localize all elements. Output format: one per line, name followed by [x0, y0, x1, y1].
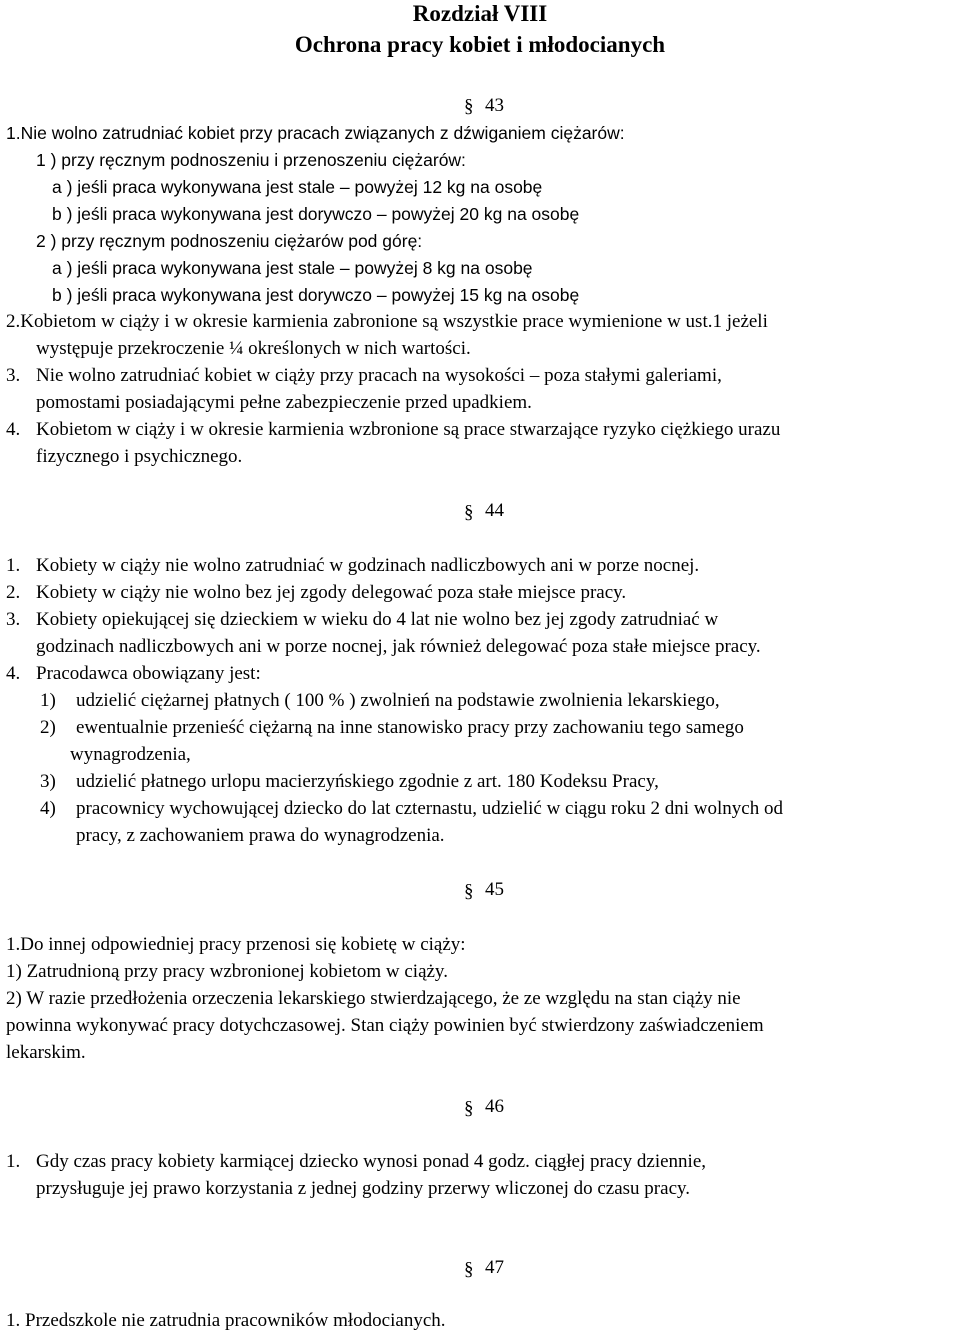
- paragraph-line: wynagrodzenia,: [70, 744, 191, 765]
- section-number-45: 45: [485, 879, 504, 900]
- list-number: 1.: [6, 1151, 21, 1172]
- paragraph-line: przysługuje jej prawo korzystania z jednej godziny przerwy wliczonej do czasu pracy.: [36, 1178, 691, 1199]
- paragraph-line: pracownicy wychowującej dziecko do lat czternastu, udzielić w ciągu roku 2 dni wolnych od: [76, 798, 783, 819]
- section-number-46: 46: [485, 1096, 504, 1117]
- paragraph-line: Kobiety w ciąży nie wolno bez jej zgody delegować poza stałe miejsce pracy.: [36, 582, 627, 603]
- paragraph-line: 1 ) przy ręcznym podnoszeniu i przenoszeniu ciężarów:: [36, 150, 466, 170]
- list-number: 3.: [6, 609, 21, 630]
- paragraph-line: 2.Kobietom w ciąży i w okresie karmienia zabronione są wszystkie prace wymienione w ust.1 jeżeli: [6, 311, 768, 332]
- paragraph-line: Kobiety opiekującej się dzieckiem w wieku do 4 lat nie wolno bez jej zgody zatrudniać w: [36, 609, 719, 630]
- paragraph-line: godzinach nadliczbowych ani w porze nocnej, jak również delegować poza stałe miejsce pracy.: [36, 636, 761, 657]
- section-number-47: 47: [485, 1257, 504, 1278]
- paragraph-line: Gdy czas pracy kobiety karmiącej dziecko wynosi ponad 4 godz. ciągłej pracy dziennie,: [36, 1151, 707, 1172]
- section-sign-46: §: [464, 1098, 474, 1119]
- section-sign-47: §: [464, 1259, 474, 1280]
- paragraph-line: 1) Zatrudnioną przy pracy wzbronionej kobietom w ciąży.: [6, 961, 448, 982]
- paragraph-line: 1.Do innej odpowiedniej pracy przenosi się kobietę w ciąży:: [6, 934, 466, 955]
- paragraph-line: występuje przekroczenie ¼ określonych w nich wartości.: [36, 338, 471, 359]
- paragraph-line: 2 ) przy ręcznym podnoszeniu ciężarów pod górę:: [36, 231, 423, 251]
- paragraph-line: Pracodawca obowiązany jest:: [36, 663, 261, 684]
- list-number: 2.: [6, 582, 21, 603]
- paragraph-line: Kobietom w ciąży i w okresie karmienia wzbronione są prace stwarzające ryzyko ciężkiego urazu: [36, 419, 781, 440]
- section-number-43: 43: [485, 95, 504, 116]
- paragraph-line: a ) jeśli praca wykonywana jest stale – powyżej 12 kg na osobę: [52, 177, 543, 197]
- sublist-number: 3): [40, 771, 56, 792]
- list-number: 1.: [6, 555, 21, 576]
- paragraph-line: pracy, z zachowaniem prawa do wynagrodzenia.: [76, 825, 445, 846]
- paragraph-line: pomostami posiadającymi pełne zabezpieczenie przed upadkiem.: [36, 392, 532, 413]
- paragraph-line: udzielić płatnego urlopu macierzyńskiego zgodnie z art. 180 Kodeksu Pracy,: [76, 771, 659, 792]
- paragraph-line: 2) W razie przedłożenia orzeczenia lekarskiego stwierdzającego, że ze względu na stan ciąży nie: [6, 988, 741, 1009]
- chapter-title: Rozdział VIII: [412, 1, 548, 26]
- sublist-number: 2): [40, 717, 56, 738]
- paragraph-line: a ) jeśli praca wykonywana jest stale – powyżej 8 kg na osobę: [52, 258, 533, 278]
- paragraph-line: Nie wolno zatrudniać kobiet w ciąży przy pracach na wysokości – poza stałymi galeriami,: [36, 365, 722, 386]
- paragraph-line: ewentualnie przenieść ciężarną na inne stanowisko pracy przy zachowaniu tego samego: [76, 717, 744, 738]
- section-sign-45: §: [464, 881, 474, 902]
- paragraph-line: 1. Przedszkole nie zatrudnia pracowników młodocianych.: [6, 1310, 446, 1331]
- paragraph-line: lekarskim.: [6, 1042, 86, 1063]
- list-number: 4.: [6, 419, 21, 440]
- sublist-number: 1): [40, 690, 56, 711]
- paragraph-line: b ) jeśli praca wykonywana jest dorywczo – powyżej 15 kg na osobę: [52, 285, 580, 305]
- paragraph-line: powinna wykonywać pracy dotychczasowej. Stan ciąży powinien być stwierdzony zaświadczeniem: [6, 1015, 764, 1036]
- paragraph-line: b ) jeśli praca wykonywana jest dorywczo – powyżej 20 kg na osobę: [52, 204, 580, 224]
- list-number: 4.: [6, 663, 21, 684]
- sublist-number: 4): [40, 798, 56, 819]
- section-number-44: 44: [485, 500, 504, 521]
- section-sign-44: §: [464, 502, 474, 523]
- list-number: 3.: [6, 365, 21, 386]
- paragraph-line: fizycznego i psychicznego.: [36, 446, 243, 467]
- chapter-subtitle: Ochrona pracy kobiet i młodocianych: [294, 32, 666, 57]
- paragraph-line: Kobiety w ciąży nie wolno zatrudniać w godzinach nadliczbowych ani w porze nocnej.: [36, 555, 700, 576]
- paragraph-line: 1.Nie wolno zatrudniać kobiet przy pracach związanych z dźwiganiem ciężarów:: [6, 123, 625, 143]
- section-sign-43: §: [464, 96, 474, 117]
- paragraph-line: udzielić ciężarnej płatnych ( 100 % ) zwolnień na podstawie zwolnienia lekarskiego,: [76, 690, 720, 711]
